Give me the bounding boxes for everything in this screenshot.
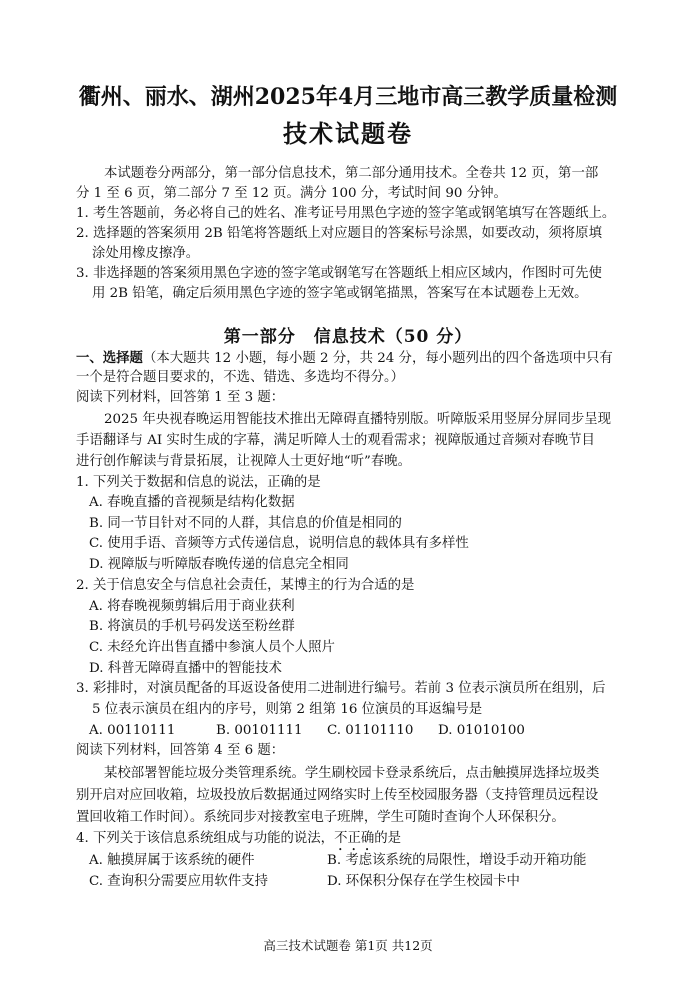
material-1-line-3: 进行创作解读与背景拓展，让视障人士更好地“听”春晚。 bbox=[76, 454, 412, 469]
q4-option-b: B. 考虑该系统的局限性，增设手动开箱功能 bbox=[327, 853, 587, 868]
part-heading-text: （本大题共 12 小题，每小题 2 分，共 24 分，每小题列出的四个备选项中只有 bbox=[142, 351, 613, 366]
material-1-line-1: 2025 年央视春晚运用智能技术推出无障碍直播特别版。听障版采用竖屏分屏同步呈现 bbox=[104, 412, 612, 427]
q4-option-a: A. 触摸屏属于该系统的硬件 bbox=[89, 853, 255, 868]
instruction-2: 2. 选择题的答案须用 2B 铅笔将答题纸上对应题目的答案标号涂黑，如要改动，须将原填 bbox=[76, 226, 602, 241]
question-4-text: 4. 下列关于该信息系统组成与功能的说法， bbox=[76, 831, 335, 846]
part-heading-cont: 一个是符合题目要求的，不选、错选、多选均不得分。） bbox=[76, 370, 405, 385]
q2-option-b: B. 将演员的手机号码发送至粉丝群 bbox=[89, 619, 295, 634]
material-1-line-2: 手语翻译与 AI 实时生成的字幕，满足听障人士的观看需求；视障版通过音频对春晚节目 bbox=[76, 433, 595, 448]
part-heading-label: 一、选择题 bbox=[76, 350, 143, 366]
intro-line-1: 本试题卷分两部分，第一部分信息技术，第二部分通用技术。全卷共 12 页，第一部 bbox=[104, 166, 599, 181]
q1-option-d: D. 视障版与听障版春晚传递的信息完全相同 bbox=[89, 557, 349, 572]
question-2: 2. 关于信息安全与信息社会责任，某博主的行为合适的是 bbox=[76, 578, 415, 593]
page-footer: 高三技术试题卷 第1页 共12页 bbox=[263, 938, 433, 953]
q2-option-d: D. 科普无障碍直播中的智能技术 bbox=[89, 661, 282, 676]
instruction-3-cont: 用 2B 铅笔，确定后须用黑色字迹的签字笔或钢笔描黑，答案写在本试题卷上无效。 bbox=[92, 286, 588, 301]
q2-option-c: C. 未经允许出售直播中参演人员个人照片 bbox=[89, 640, 335, 655]
reading-prompt-2: 阅读下列材料，回答第 4 至 6 题： bbox=[76, 743, 285, 758]
instruction-3: 3. 非选择题的答案须用黑色字迹的签字笔或钢笔写在答题纸上相应区域内，作图时可先使 bbox=[76, 266, 602, 281]
q4-option-c: C. 查询积分需要应用软件支持 bbox=[89, 874, 268, 889]
question-1: 1. 下列关于数据和信息的说法，正确的是 bbox=[76, 475, 321, 490]
material-2-line-2: 别开启对应回收箱，垃圾投放后数据通过网络实时上传至校园服务器（支持管理员远程设 bbox=[76, 788, 599, 803]
part-heading bbox=[76, 348, 613, 369]
q1-option-a: A. 春晚直播的音视频是结构化数据 bbox=[89, 495, 295, 510]
intro-line-2: 分 1 至 6 页，第二部分 7 至 12 页。满分 100 分，考试时间 90 分钟。 bbox=[76, 186, 507, 201]
q3-option-b: B. 00101111 bbox=[216, 723, 303, 738]
question-4-tail: 的是 bbox=[374, 831, 402, 846]
instruction-2-cont: 涂处用橡皮擦净。 bbox=[92, 246, 200, 261]
question-3: 3. 彩排时，对演员配备的耳返设备使用二进制进行编号。若前 3 位表示演员所在组别，后 bbox=[76, 681, 606, 696]
material-2-line-1: 某校部署智能垃圾分类管理系统。学生刷校园卡登录系统后，点击触摸屏选择垃圾类 bbox=[104, 766, 600, 781]
reading-prompt-1: 阅读下列材料，回答第 1 至 3 题： bbox=[76, 390, 285, 405]
q3-option-a: A. 00110111 bbox=[89, 723, 176, 738]
instruction-1: 1. 考生答题前，务必将自己的姓名、准考证号用黑色字迹的签字笔或钢笔填写在答题纸上。 bbox=[76, 206, 616, 221]
material-2-line-3: 置回收箱工作时间）。系统同步对接教室电子班牌，学生可随时查询个人环保积分。 bbox=[76, 810, 565, 825]
exam-title: 衢州、丽水、湖州2025年4月三地市高三教学质量检测 bbox=[78, 84, 618, 110]
q1-option-b: B. 同一节目针对不同的人群，其信息的价值是相同的 bbox=[89, 516, 402, 531]
q3-option-c: C. 01101110 bbox=[327, 723, 414, 738]
question-4-emphasis: 不正确 bbox=[334, 831, 375, 846]
q1-option-c: C. 使用手语、音频等方式传递信息，说明信息的载体具有多样性 bbox=[89, 536, 469, 551]
question-3-cont: 5 位表示演员在组内的序号，则第 2 组第 16 位演员的耳返编号是 bbox=[92, 702, 483, 717]
exam-subtitle: 技术试题卷 bbox=[283, 119, 413, 148]
section-title: 第一部分 信息技术（50 分） bbox=[223, 327, 473, 347]
q4-option-d: D. 环保积分保存在学生校园卡中 bbox=[327, 874, 520, 889]
q3-option-d: D. 01010100 bbox=[438, 723, 525, 738]
q2-option-a: A. 将春晚视频剪辑后用于商业获利 bbox=[89, 599, 295, 614]
